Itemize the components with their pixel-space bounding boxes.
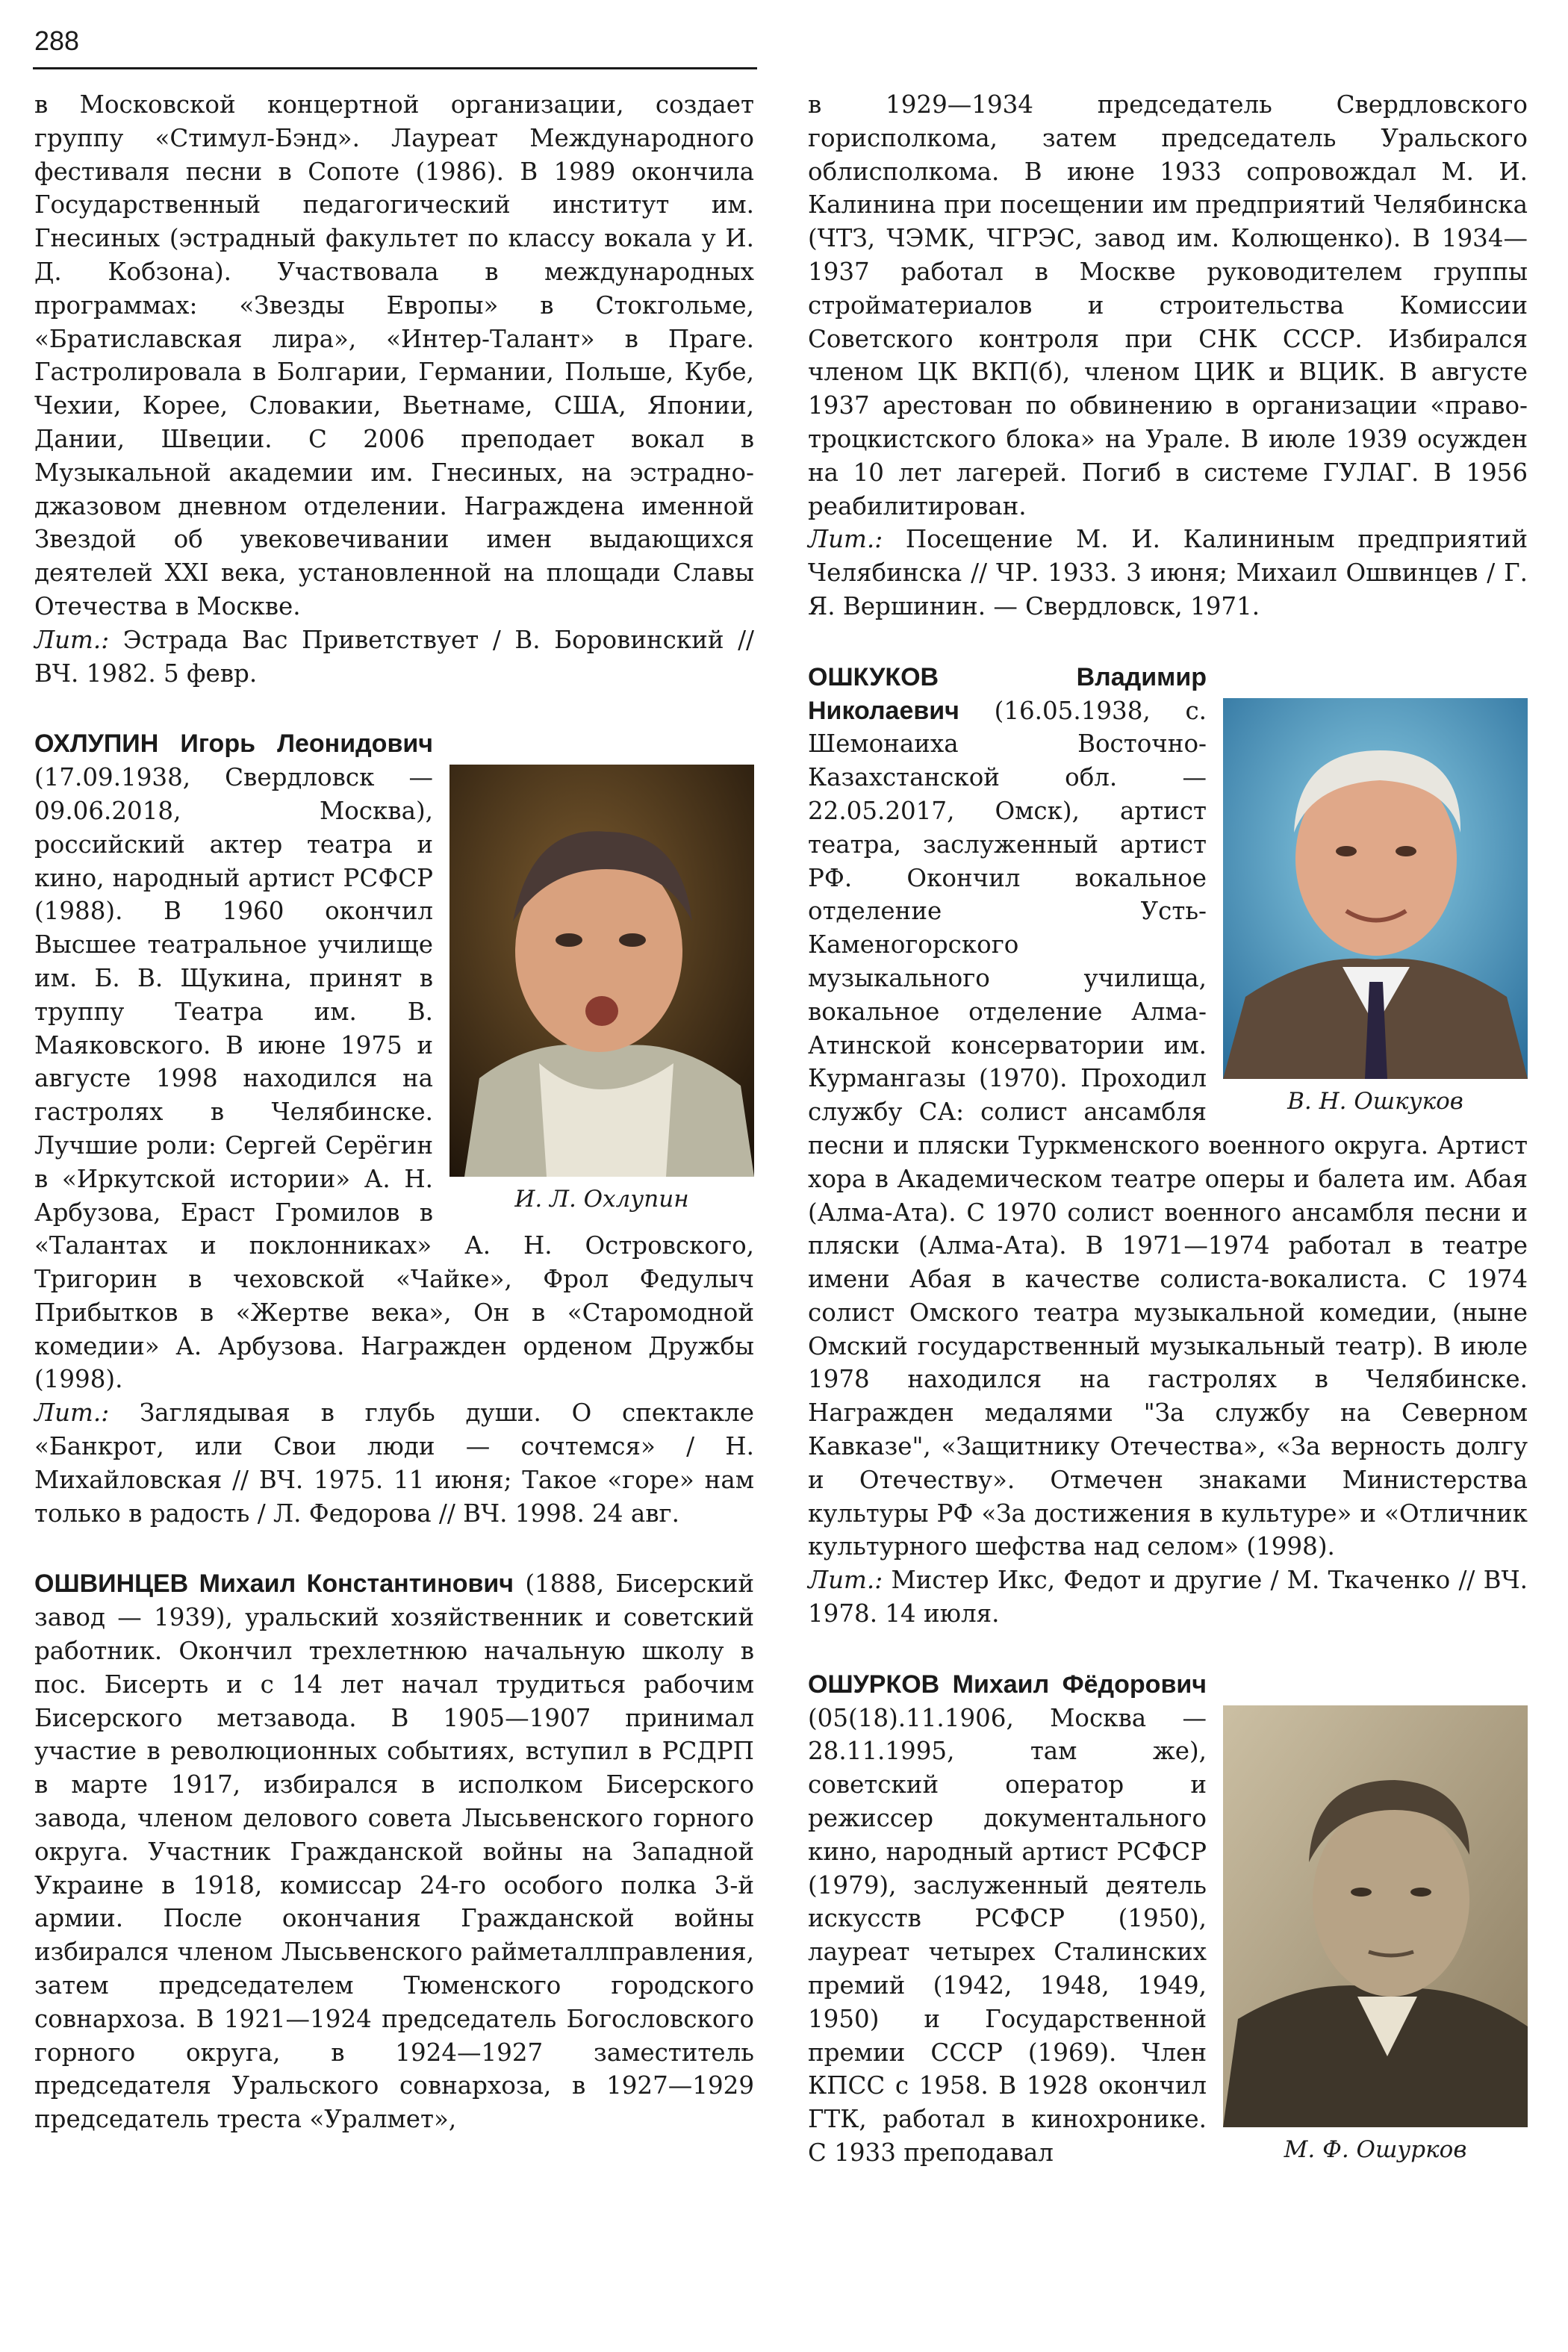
entry-okhlupin-lit: [34, 1396, 754, 1530]
portrait-photo: [449, 765, 754, 1177]
lit-label: Лит.:: [808, 1566, 883, 1595]
entry-oshkukov-body: (16.05.1938, с. Шемонаиха Восточно-Казахстанской обл. — 22.05.2017, Омск), артист театра, заслуженный артист РФ. Окончил вокальное отделение Усть-Каменогорского музыкального училища, вокальное отделение Алма-Атинской консерватории им. Курмангазы (1970). Проходил службу СА: солист ансамбля песни и пляски Туркменского военного округа. Артист хора в Академическом театре оперы и балета им. Абая (Алма-Ата). С 1970 солист военного ансамбля песни и пляски (Алма-Ата). В 1971—1974 работал в театре имени Абая в качестве солиста-вокалиста. С 1974 солист Омского театра музыкальной комедии, (ныне Омский государственный музыкальный театр). В июле 1978 находился на гастролях в Челябинске. Награжден медалями "За службу на Северном Кавказе", «Защитнику Отечества», «За верность долгу и Отечеству». Отмечен знаками Министерства культуры РФ «За достижения в культуре» и «Отличник культурного шефства над селом» (1998).: [808, 696, 1528, 1561]
entry-continued-text: в Московской концертной организации, создает группу «Стимул-Бэнд». Лауреат Международного фестиваля песни в Сопоте (1986). В 1989 окончила Государственный педагогический институт им. Гнесиных (эстрадный факультет по классу вокала у И. Д. Кобзона). Участвовала в международных программах: «Звезды Европы» в Стокгольме, «Братиславская лира», «Интер-Талант» в Праге. Гастролировала в Болгарии, Германии, Польше, Кубе, Чехии, Корее, Словакии, Вьетнаме, США, Японии, Дании, Швеции. С 2006 преподает вокал в Музыкальной академии им. Гнесиных, на эстрадно-джазовом дневном отделении. Награждена именной Звездой об увековечивании имен выдающихся деятелей XXI века, установленной на площади Славы Отечества в Москве.: [34, 90, 754, 620]
entry-oshvintsev: [34, 1567, 754, 2136]
lit-text: Посещение М. И. Калининым предприятий Челябинска // ЧР. 1933. 3 июня; Михаил Ошвинцев / Г. Я. Вершинин. — Свердловск, 1971.: [808, 525, 1528, 620]
figure-oshurkov: [1223, 1705, 1528, 2166]
portrait-photo: [1223, 698, 1528, 1079]
right-column: [808, 88, 1528, 2171]
entry-oshvintsev-cont: в 1929—1934 председатель Свердловского горисполкома, затем председатель Уральского облисполкома. В июне 1933 сопровождал М. И. Калинина при посещении им предприятий Челябинска (ЧТЗ, ЧЭМК, ЧГРЭС, завод им. Колющенко). В 1934—1937 работал в Москве руководителем группы стройматериалов и строительства Комиссии Советского контроля при СНК СССР. Избирался членом ЦК ВКП(б), членом ЦИК и ВЦИК. В августе 1937 арестован по обвинению в организации «право-троцкистского блока» на Урале. В июле 1939 осужден на 10 лет лагерей. Погиб в системе ГУЛАГ. В 1956 реабилитирован.: [808, 90, 1528, 520]
entry-oshvintsev-name: ОШВИНЦЕВ Михаил Константинович: [34, 1569, 514, 1599]
entry-okhlupin-name: ОХЛУПИН Игорь Леонидович: [34, 729, 433, 759]
left-column: [34, 88, 754, 2136]
caption-oshkukov: В. Н. Ошкуков: [1287, 1087, 1463, 1115]
entry-oshvintsev-body: (1888, Бисерский завод — 1939), уральский хозяйственник и советский работник. Окончил трехлетнюю начальную школу в пос. Бисерть и с 14 лет начал трудиться рабочим Бисерского метзавода. В 1905—1907 принимал участие в революционных событиях, вступил в РСДРП в марте 1917, избирался в исполком Бисерского завода, членом делового совета Лысьвенского горного округа. Участник Гражданской войны на Западной Украине в 1918, комиссар 24-го особого полка 3-й армии. После окончания Гражданской войны избирался членом Лысьвенского райметаллправления, затем председателем Тюменского городского совнархоза. В 1921—1924 председатель Богословского горного округа, в 1924—1927 заместитель председателя Уральского совнархоза, в 1927—1929 председатель треста «Уралмет»,: [34, 1569, 754, 2134]
entry-continued-lit: [34, 623, 754, 691]
lit-label: Лит.:: [34, 625, 110, 654]
lit-label: Лит.:: [808, 525, 883, 554]
page-number: 288: [34, 25, 80, 56]
portrait-photo: [1223, 1705, 1528, 2127]
lit-text: Заглядывая в глубь души. О спектакле «Банкрот, или Свои люди — сочтемся» / Н. Михайловская // ВЧ. 1975. 11 июня; Такое «горе» нам только в радость / Л. Федорова // ВЧ. 1998. 24 авг.: [34, 1399, 754, 1528]
entry-oshvintsev-text: [34, 1567, 754, 2136]
lit-text: Мистер Икс, Федот и другие / М. Ткаченко // ВЧ. 1978. 14 июля.: [808, 1566, 1528, 1628]
entry-okhlupin-body: (17.09.1938, Свердловск — 09.06.2018, Москва), российский актер театра и кино, народный артист РСФСР (1988). В 1960 окончил Высшее театральное училище им. Б. В. Щукина, принят в труппу Театра им. В. Маяковского. В июне 1975 и августе 1998 находился на гастролях в Челябинске. Лучшие роли: Сергей Серёгин в «Иркутской истории» А. Н. Арбузова, Ераст Громилов в «Талантах и поклонниках» А. Н. Островского, Тригорин в чеховской «Чайке», Фрол Федулыч Прибытков в «Жертве века», Он в «Старомодной комедии» А. Арбузова. Награжден орденом Дружбы (1998).: [34, 763, 754, 1394]
entry-oshkukov-name: ОШКУКОВ Владимир Николаевич: [808, 662, 1207, 725]
entry-oshurkov-name: ОШУРКОВ Михаил Фёдорович: [808, 1670, 1207, 1699]
entry-oshurkov: [808, 1668, 1528, 2170]
entry-oshkukov-lit: [808, 1564, 1528, 1631]
caption-oshurkov: М. Ф. Ошурков: [1284, 2135, 1467, 2163]
caption-okhlupin: И. Л. Охлупин: [514, 1186, 689, 1213]
lit-label: Лит.:: [34, 1399, 110, 1428]
figure-okhlupin: [449, 765, 754, 1216]
entry-oshkukov: [808, 661, 1528, 1631]
figure-oshkukov: [1223, 698, 1528, 1118]
lit-text: Эстрада Вас Приветствует / В. Боровинский // ВЧ. 1982. 5 февр.: [34, 625, 754, 688]
header-rule: [33, 67, 757, 69]
entry-oshvintsev-lit: [808, 523, 1528, 623]
entry-okhlupin: [34, 727, 754, 1530]
entry-oshurkov-body: (05(18).11.1906, Москва — 28.11.1995, там же), советский оператор и режиссер документального кино, народный артист РСФСР (1979), заслуженный деятель искусств РСФСР (1950), лауреат четырех Сталинских премий (1942, 1948, 1949, 1950) и Государственной премии СССР (1969). Член КПСС с 1958. В 1928 окончил ГТК, работал в кинохронике. С 1933 преподавал: [808, 1703, 1207, 2168]
